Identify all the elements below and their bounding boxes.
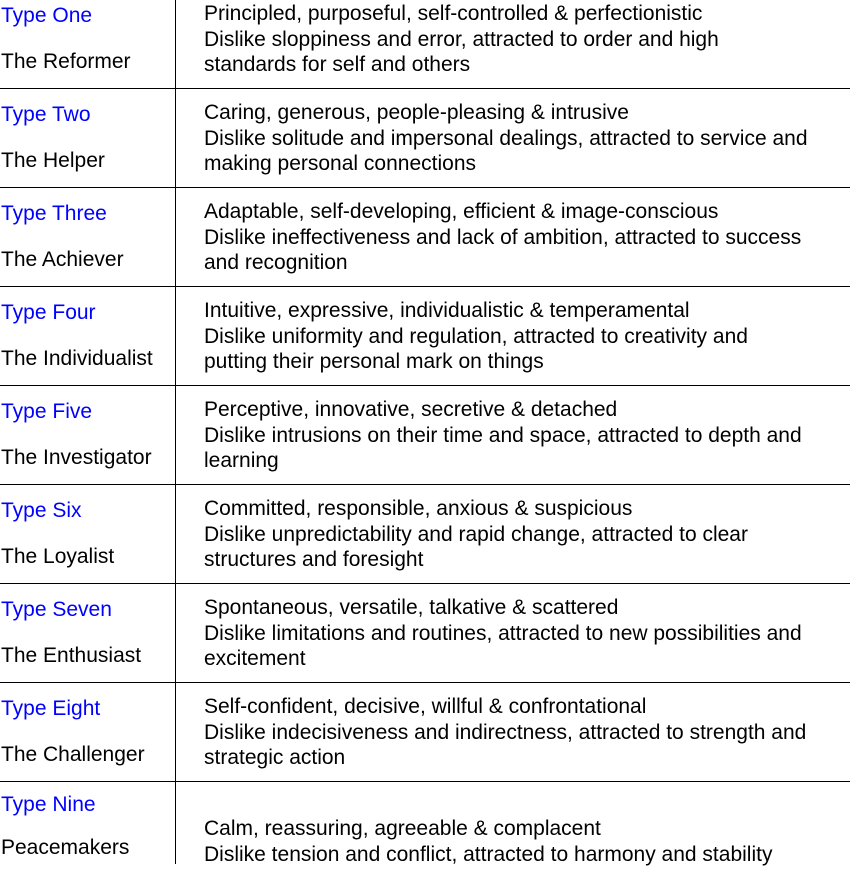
- description-line: learning: [204, 449, 279, 472]
- table-row: [0, 100, 850, 199]
- description-line: Principled, purposeful, self-controlled & perfectionistic: [204, 2, 703, 25]
- description-line: putting their personal mark on things: [204, 350, 544, 373]
- type-name: Type Four: [1, 301, 96, 324]
- table-row: [0, 793, 850, 892]
- type-title: The Loyalist: [1, 545, 115, 568]
- type-title: The Helper: [1, 149, 105, 172]
- row-divider: [0, 187, 850, 188]
- description-line: Dislike limitations and routines, attracted to new possibilities and: [204, 621, 802, 645]
- description-line: Spontaneous, versatile, talkative & scattered: [204, 596, 619, 619]
- description-line: Dislike tension and conflict, attracted to harmony and stability: [204, 842, 773, 866]
- type-description: [204, 816, 850, 867]
- description-line: Caring, generous, people-pleasing & intrusive: [204, 101, 629, 124]
- type-description: [204, 496, 850, 573]
- description-line: standards for self and others: [204, 53, 471, 76]
- row-divider: [0, 484, 850, 485]
- description-line: Dislike intrusions on their time and space, attracted to depth and: [204, 423, 802, 447]
- type-title: The Enthusiast: [1, 644, 142, 667]
- description-line: structures and foresight: [204, 548, 424, 571]
- description-line: Dislike unpredictability and rapid change, attracted to clear: [204, 522, 748, 546]
- description-line: Dislike uniformity and regulation, attracted to creativity and: [204, 324, 748, 348]
- type-name: Type One: [1, 4, 93, 27]
- description-line: Adaptable, self-developing, efficient & image-conscious: [204, 200, 719, 223]
- table-row: [0, 496, 850, 595]
- description-line: Perceptive, innovative, secretive & detached: [204, 398, 618, 421]
- type-title: The Reformer: [1, 50, 131, 73]
- type-description: [204, 694, 850, 771]
- description-line: Dislike solitude and impersonal dealings, attracted to service and: [204, 126, 808, 150]
- row-divider: [0, 682, 850, 683]
- type-description: [204, 595, 850, 672]
- description-line: strategic action: [204, 746, 346, 769]
- description-line: Dislike sloppiness and error, attracted to order and high: [204, 27, 719, 51]
- type-title: The Achiever: [1, 248, 124, 271]
- type-description: [204, 199, 850, 276]
- description-line: Dislike indecisiveness and indirectness, attracted to strength and: [204, 720, 807, 744]
- description-line: Calm, reassuring, agreeable & complacent: [204, 817, 601, 840]
- description-line: Intuitive, expressive, individualistic & temperamental: [204, 299, 690, 322]
- row-divider: [0, 781, 850, 782]
- type-name: Type Nine: [1, 793, 96, 816]
- type-name: Type Seven: [1, 598, 112, 621]
- table-row: [0, 397, 850, 496]
- table-row: [0, 298, 850, 397]
- row-divider: [0, 286, 850, 287]
- table-row: [0, 595, 850, 694]
- type-name: Type Five: [1, 400, 93, 423]
- description-line: Committed, responsible, anxious & suspicious: [204, 497, 633, 520]
- table-row: [0, 1, 850, 100]
- type-description: [204, 298, 850, 375]
- type-description: [204, 100, 850, 177]
- table-row: [0, 694, 850, 793]
- description-line: excitement: [204, 647, 306, 670]
- description-line: making personal connections: [204, 152, 476, 175]
- description-line: and recognition: [204, 251, 348, 274]
- type-title: The Individualist: [1, 347, 153, 370]
- type-title: The Challenger: [1, 743, 145, 766]
- type-description: [204, 1, 850, 78]
- table-row: [0, 199, 850, 298]
- description-line: Self-confident, decisive, willful & confrontational: [204, 695, 647, 718]
- row-divider: [0, 88, 850, 89]
- type-name: Type Three: [1, 202, 107, 225]
- type-name: Type Two: [1, 103, 91, 126]
- type-name: Type Six: [1, 499, 82, 522]
- type-description: [204, 397, 850, 474]
- type-title: Peacemakers: [1, 836, 130, 859]
- description-line: Dislike ineffectiveness and lack of ambition, attracted to success: [204, 225, 802, 249]
- type-title: The Investigator: [1, 446, 152, 469]
- type-name: Type Eight: [1, 697, 101, 720]
- row-divider: [0, 385, 850, 386]
- row-divider: [0, 583, 850, 584]
